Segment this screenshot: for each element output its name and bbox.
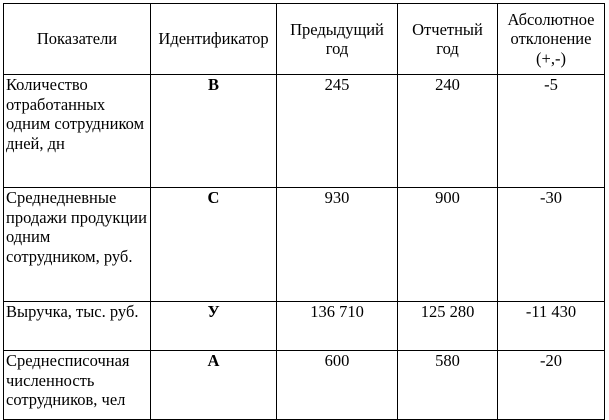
- header-absolute-deviation: Абсолютное отклонение (+,-): [498, 4, 605, 75]
- indicator-name: Выручка, тыс. руб.: [4, 302, 151, 351]
- header-previous-year: Предыдущий год: [277, 4, 398, 75]
- indicator-identifier: У: [151, 302, 277, 351]
- header-indicator: Показатели: [4, 4, 151, 75]
- absolute-deviation-value: -11 430: [498, 302, 605, 351]
- header-reporting-year: Отчетный год: [398, 4, 498, 75]
- table-row: [4, 75, 605, 188]
- absolute-deviation-value: -30: [498, 188, 605, 302]
- indicator-identifier: А: [151, 351, 277, 420]
- previous-year-value: 600: [277, 351, 398, 420]
- table-header-row: [4, 4, 605, 75]
- header-identifier: Идентификатор: [151, 4, 277, 75]
- absolute-deviation-value: -20: [498, 351, 605, 420]
- previous-year-value: 136 710: [277, 302, 398, 351]
- reporting-year-value: 900: [398, 188, 498, 302]
- previous-year-value: 930: [277, 188, 398, 302]
- table-row: [4, 351, 605, 420]
- previous-year-value: 245: [277, 75, 398, 188]
- reporting-year-value: 240: [398, 75, 498, 188]
- indicator-name: Среднесписочная численность сотрудников, чел: [4, 351, 151, 420]
- absolute-deviation-value: -5: [498, 75, 605, 188]
- indicator-identifier: В: [151, 75, 277, 188]
- table-row: [4, 188, 605, 302]
- reporting-year-value: 125 280: [398, 302, 498, 351]
- indicators-table: [3, 3, 605, 420]
- indicator-name: Среднедневные продажи продукции одним сотрудником, руб.: [4, 188, 151, 302]
- indicator-identifier: С: [151, 188, 277, 302]
- table-row: [4, 302, 605, 351]
- indicator-name: Количество отработанных одним сотрудником дней, дн: [4, 75, 151, 188]
- reporting-year-value: 580: [398, 351, 498, 420]
